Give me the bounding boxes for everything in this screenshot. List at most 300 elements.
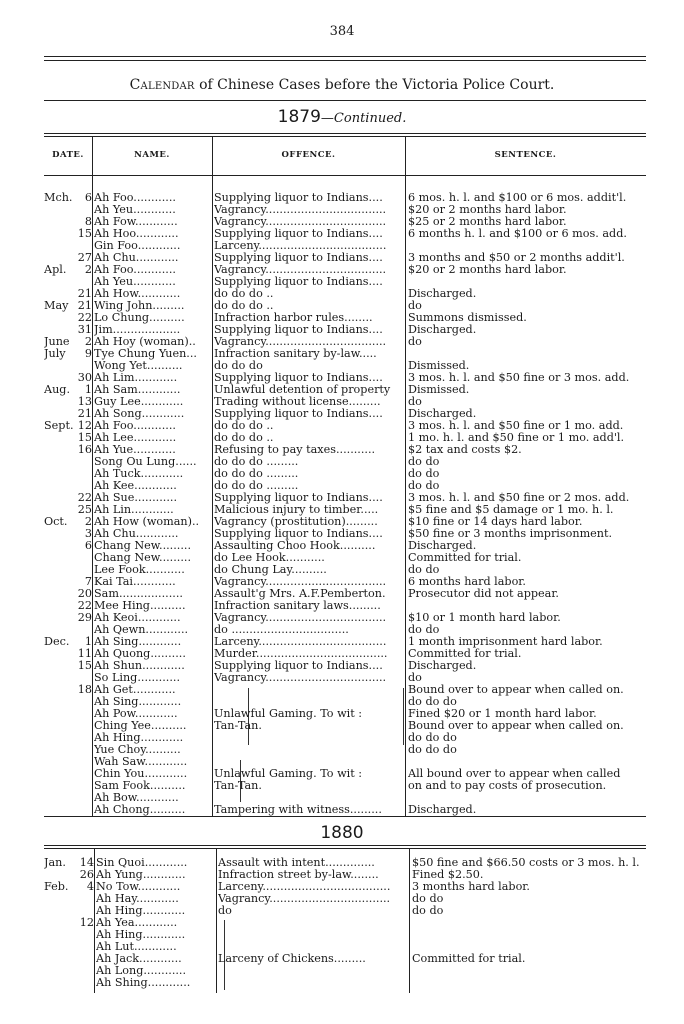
cell-offence: Tan-Tan. [214,780,262,792]
cell-sentence [408,240,650,252]
cell-name: Ah Jack............ [96,953,182,965]
cell-month [44,648,74,660]
cell-sentence: 1 mo. h. l. and $50 fine or 1 mo. add'l. [408,432,625,444]
cell-month [44,929,74,941]
column-divider-1880-1 [94,848,95,993]
cell-month [44,372,74,384]
cell-name: Ah Sing............ [94,636,182,648]
cell-offence: do do do ......... [214,468,299,480]
cell-day [72,552,92,564]
cell-name: Ah Get............ [94,684,176,696]
cell-offence: Refusing to pay taxes........... [214,444,376,456]
cell-offence: Supplying liquor to Indians.... [214,276,383,288]
cell-sentence: Prosecutor did not appear. [408,588,559,600]
cell-offence: Larceny.................................... [218,881,391,893]
cell-offence: Assault with intent.............. [218,857,375,869]
cell-sentence: Discharged. [408,660,477,672]
cell-month [44,600,74,612]
cell-month [44,768,74,780]
cell-sentence: Discharged. [408,804,477,816]
cell-name: Ah Qewn............ [94,624,189,636]
cell-name: Sam.................. [94,588,183,600]
cell-month [44,869,74,881]
header-date: DATE. [52,150,84,160]
cell-name: Ah Lim............ [94,372,178,384]
cell-day [74,953,94,965]
cell-offence: Infraction street by-law........ [218,869,379,881]
header-sentence: SENTENCE. [494,150,557,160]
cell-offence: Unlawful Gaming. To wit : [214,768,363,780]
cell-sentence: 1 month imprisonment hard labor. [408,636,603,648]
cell-day [72,204,92,216]
cell-day [74,965,94,977]
cell-month [44,360,74,372]
cell-sentence: do do do [408,744,457,756]
section-rule [44,816,646,817]
cell-offence [218,965,408,977]
cell-sentence [412,929,652,941]
cell-sentence: 6 mos. h. l. and $100 or 6 mos. addit'l. [408,192,627,204]
cell-name: Ah Sam............ [94,384,181,396]
cell-offence: Vagrancy.................................. [214,216,387,228]
cell-month [44,252,74,264]
column-divider-1880-3 [409,848,410,993]
cell-offence [218,977,408,989]
cell-sentence: Summons dismissed. [408,312,527,324]
cell-month [44,204,74,216]
title-smallcaps: Calendar [129,77,195,93]
cell-day: 12 [79,917,94,929]
cell-day [72,792,92,804]
cell-name: Wing John......... [94,300,185,312]
cell-month [44,893,74,905]
cell-offence: do do do .. [214,432,274,444]
cell-month: July [44,348,66,360]
cell-month: Apl. [44,264,67,276]
cell-name: Kai Tai............ [94,576,176,588]
cell-day: 21 [77,408,92,420]
cell-name: Ah Foo............ [94,192,176,204]
cell-month: Oct. [44,516,68,528]
cell-sentence: Discharged. [408,288,477,300]
cell-month [44,732,74,744]
page-number: 384 [329,24,355,39]
cell-sentence: 6 months hard labor. [408,576,526,588]
cell-offence: do do do .. [214,300,274,312]
cell-offence [218,917,408,929]
cell-day [72,360,92,372]
cell-day: 13 [77,396,92,408]
cell-day: 2 [84,516,92,528]
cell-offence: Supplying liquor to Indians.... [214,492,383,504]
title-rest: of Chinese Cases before the Victoria Police Court. [199,77,555,93]
cell-name: Ah Hing............ [96,905,186,917]
cell-sentence: All bound over to appear when called [408,768,621,780]
cell-offence: do do do ......... [214,480,299,492]
cell-day [72,732,92,744]
cell-name: Ah Yue............ [94,444,176,456]
cell-sentence: 3 months hard labor. [412,881,530,893]
cell-offence: Infraction sanitary by-law..... [214,348,377,360]
cell-month [44,468,74,480]
cell-day: 7 [84,576,92,588]
cell-month [44,324,74,336]
cell-day: 22 [77,312,92,324]
cell-offence: Vagrancy.................................. [214,672,387,684]
cell-month [44,953,74,965]
cell-offence: Supplying liquor to Indians.... [214,408,383,420]
cell-sentence: do do [408,456,440,468]
cell-offence: Tampering with witness......... [214,804,382,816]
cell-offence [218,941,408,953]
year-heading-1879 [0,107,684,127]
cell-month [44,276,74,288]
cell-sentence: do do [408,480,440,492]
cell-sentence: Fined $20 or 1 month hard labor. [408,708,597,720]
cell-name: Ah Shing............ [96,977,191,989]
cell-offence: Vagrancy.................................. [218,893,391,905]
cell-offence [214,684,404,696]
cell-month [44,576,74,588]
cell-sentence: $20 or 2 months hard labor. [408,204,567,216]
cell-sentence: Discharged. [408,324,477,336]
cell-name: Ah Song............ [94,408,185,420]
cell-name: Ah Chong.......... [94,804,186,816]
cell-sentence: $50 fine and $66.50 costs or 3 mos. h. l. [412,857,640,869]
cell-name: Gin Foo............ [94,240,181,252]
cell-name: Ah Quong.......... [94,648,186,660]
cell-month [44,552,74,564]
cell-offence: Vagrancy.................................. [214,612,387,624]
cell-day [72,276,92,288]
cell-sentence [412,977,652,989]
cell-offence: Assault'g Mrs. A.F.Pemberton. [214,588,386,600]
cell-sentence: $10 or 1 month hard labor. [408,612,561,624]
cell-day [74,941,94,953]
column-divider-3 [405,136,406,816]
cell-day [72,624,92,636]
cell-day [72,720,92,732]
column-divider-2 [212,136,213,816]
cell-month [44,696,74,708]
cell-month [44,756,74,768]
cell-day [74,905,94,917]
cell-day [72,480,92,492]
cell-sentence [408,276,650,288]
cell-name: Lo Chung.......... [94,312,185,324]
cell-name: Ah Tuck............ [94,468,184,480]
cell-month [44,456,74,468]
cell-day: 25 [77,504,92,516]
column-divider-1 [92,136,93,816]
cell-sentence: do do [412,905,444,917]
cell-sentence: $10 fine or 14 days hard labor. [408,516,583,528]
top-rule-2 [44,60,646,61]
cell-month [44,528,74,540]
cell-month: June [44,336,70,348]
cell-day [72,804,92,816]
cell-day [72,708,92,720]
cell-name: Ah Hing............ [96,929,186,941]
cell-day [72,468,92,480]
cell-day: 9 [84,348,92,360]
cell-sentence: do [408,300,422,312]
cell-month [44,504,74,516]
cell-sentence [408,792,650,804]
cell-day: 4 [86,881,94,893]
cell-sentence: on and to pay costs of prosecution. [408,780,607,792]
cell-name: No Tow............ [96,881,181,893]
cell-sentence: do do do [408,696,457,708]
cell-month [44,941,74,953]
cell-name: Ah Shun............ [94,660,185,672]
cell-offence: Supplying liquor to Indians.... [214,192,383,204]
cell-month [44,396,74,408]
cell-month: Sept. [44,420,74,432]
cell-offence: do [218,905,232,917]
cell-offence: Vagrancy.................................. [214,204,387,216]
cell-month [44,540,74,552]
cell-sentence [408,348,650,360]
cell-sentence: do do [412,893,444,905]
cell-sentence: 3 mos. h. l. and $50 fine or 2 mos. add. [408,492,630,504]
cell-day: 2 [84,336,92,348]
cell-offence: Supplying liquor to Indians.... [214,528,383,540]
cell-name: Ah Yeu............ [94,204,176,216]
cell-day: 29 [77,612,92,624]
cell-offence: Supplying liquor to Indians.... [214,228,383,240]
cell-day: 22 [77,600,92,612]
cell-offence [214,756,404,768]
cell-sentence: do do [408,468,440,480]
cell-day: 22 [77,492,92,504]
cell-name: So Ling............ [94,672,181,684]
cell-sentence: $5 fine and $5 damage or 1 mo. h. l. [408,504,614,516]
cell-day: 26 [79,869,94,881]
cell-sentence: 3 months and $50 or 2 months addit'l. [408,252,625,264]
cell-month [44,408,74,420]
cell-day: 14 [79,857,94,869]
cell-month: Mch. [44,192,73,204]
cell-day: 31 [77,324,92,336]
cell-day: 1 [84,384,92,396]
cell-name: Wah Saw............ [94,756,188,768]
cell-sentence: do do do [408,732,457,744]
cell-name: Ching Yee.......... [94,720,187,732]
year-1879: 1879 [277,107,321,127]
cell-month [44,672,74,684]
cell-day: 15 [77,660,92,672]
cell-name: Ah Long............ [96,965,187,977]
cell-sentence [412,917,652,929]
cell-name: Ah How (woman).. [94,516,200,528]
cell-sentence: $50 fine or 3 months imprisonment. [408,528,613,540]
cell-offence: do do do .. [214,288,274,300]
cell-offence: do Chung Lay.......... [214,564,327,576]
cell-name: Ah Pow............ [94,708,178,720]
cell-day [72,768,92,780]
cell-month [44,228,74,240]
cell-sentence: 3 mos. h. l. and $50 fine or 1 mo. add. [408,420,624,432]
cell-month: Jan. [44,857,66,869]
cell-offence: Supplying liquor to Indians.... [214,660,383,672]
cell-sentence [412,965,652,977]
cell-offence: Supplying liquor to Indians.... [214,372,383,384]
header-top-rule [44,133,646,134]
cell-sentence: Dismissed. [408,384,470,396]
cell-sentence: 3 mos. h. l. and $50 fine or 3 mos. add. [408,372,630,384]
cell-day: 21 [77,300,92,312]
cell-offence: Trading without license......... [214,396,381,408]
cell-month [44,444,74,456]
cell-name: Chang New......... [94,540,192,552]
cell-offence: Supplying liquor to Indians.... [214,252,383,264]
cell-sentence: do do [408,564,440,576]
cell-month [44,240,74,252]
cell-name: Ah Yea............ [96,917,178,929]
cell-name: Guy Lee............ [94,396,184,408]
cell-offence: Infraction harbor rules........ [214,312,373,324]
header-bottom-rule [44,175,646,176]
cell-name: Ah Lee............ [94,432,177,444]
cell-month [44,216,74,228]
cell-name: Ah Yung............ [96,869,186,881]
cell-day [74,977,94,989]
cell-offence: do do do [214,360,263,372]
cell-sentence: Bound over to appear when called on. [408,684,624,696]
cell-offence: Vagrancy.................................. [214,336,387,348]
cell-name: Tye Chung Yuen... [94,348,197,360]
cell-offence: Murder..................................... [214,648,388,660]
cell-name: Ah Hoy (woman).. [94,336,196,348]
cell-day: 20 [77,588,92,600]
cell-sentence: Discharged. [408,408,477,420]
cell-day: 6 [84,540,92,552]
cell-sentence: $25 or 2 months hard labor. [408,216,567,228]
cell-day [72,744,92,756]
cell-month [44,744,74,756]
cell-month [44,917,74,929]
cell-name: Chin You............ [94,768,188,780]
cell-name: Sin Quoi............ [96,857,188,869]
cell-sentence [408,600,650,612]
cell-name: Ah Kee............ [94,480,177,492]
cell-sentence: do [408,336,422,348]
cell-offence: do do do ......... [214,456,299,468]
title-rule [44,100,646,101]
cell-month [44,624,74,636]
cell-offence: Larceny of Chickens......... [218,953,366,965]
cell-day [72,780,92,792]
cell-month [44,432,74,444]
cell-month [44,492,74,504]
cell-name: Ah Foo............ [94,264,176,276]
cell-sentence: Committed for trial. [408,552,522,564]
cell-month [44,780,74,792]
cell-day: 21 [77,288,92,300]
section-rule-2 [44,845,646,846]
cell-month [44,684,74,696]
cell-name: Jim................... [94,324,181,336]
cell-name: Ah Fow............ [94,216,178,228]
cell-offence: Vagrancy.................................. [214,264,387,276]
cell-day: 1 [84,636,92,648]
cell-sentence: Discharged. [408,540,477,552]
cell-name: Lee Fook........... [94,564,185,576]
cell-name: Ah Lin............ [94,504,174,516]
cell-name: Wong Yet.......... [94,360,183,372]
cell-day [74,929,94,941]
cell-day [72,456,92,468]
cell-name: Ah Hing............ [94,732,184,744]
cell-sentence: Bound over to appear when called on. [408,720,624,732]
cell-offence: Supplying liquor to Indians.... [214,324,383,336]
cell-day: 11 [77,648,92,660]
cell-offence: Tan-Tan. [214,720,262,732]
year-continued: —Continued. [320,111,407,126]
cell-name: Ah Bow............ [94,792,179,804]
cell-name: Ah Chu............ [94,528,179,540]
cell-name: Ah Keoi............ [94,612,181,624]
cell-day: 18 [77,684,92,696]
cell-sentence: do [408,672,422,684]
page-title [0,77,684,93]
cell-name: Ah Lut............ [96,941,177,953]
cell-month [44,720,74,732]
cell-offence [214,792,404,804]
cell-offence [214,732,404,744]
cell-day: 3 [84,528,92,540]
cell-month [44,660,74,672]
cell-name: Ah How............ [94,288,181,300]
cell-offence [214,744,404,756]
cell-day: 30 [77,372,92,384]
cell-offence: Larceny.................................... [214,636,387,648]
cell-offence: do ................................. [214,624,349,636]
cell-day [72,240,92,252]
cell-name: Chang New......... [94,552,192,564]
cell-month: Dec. [44,636,70,648]
cell-name: Ah Yeu............ [94,276,176,288]
cell-day: 6 [84,192,92,204]
cell-sentence: Committed for trial. [408,648,522,660]
cell-name: Song Ou Lung...... [94,456,197,468]
cell-sentence: do do [408,624,440,636]
cell-day: 15 [77,228,92,240]
cell-name: Ah Sue............ [94,492,178,504]
cell-name: Sam Fook.......... [94,780,186,792]
cell-month [44,804,74,816]
cell-month: Feb. [44,881,69,893]
section-rule-3 [44,848,646,849]
cell-month [44,965,74,977]
column-divider-1880-2 [216,848,217,993]
cell-offence: Infraction sanitary laws......... [214,600,381,612]
cell-sentence [412,941,652,953]
cell-month [44,708,74,720]
cell-month [44,612,74,624]
cell-month [44,905,74,917]
cell-month [44,977,74,989]
cell-offence: Malicious injury to timber..... [214,504,379,516]
cell-offence: Unlawful detention of property [214,384,391,396]
cell-day: 8 [84,216,92,228]
cell-name: Mee Hing.......... [94,600,186,612]
cell-sentence: $20 or 2 months hard labor. [408,264,567,276]
cell-month [44,288,74,300]
header-name: NAME. [134,150,170,160]
cell-sentence: Fined $2.50. [412,869,484,881]
